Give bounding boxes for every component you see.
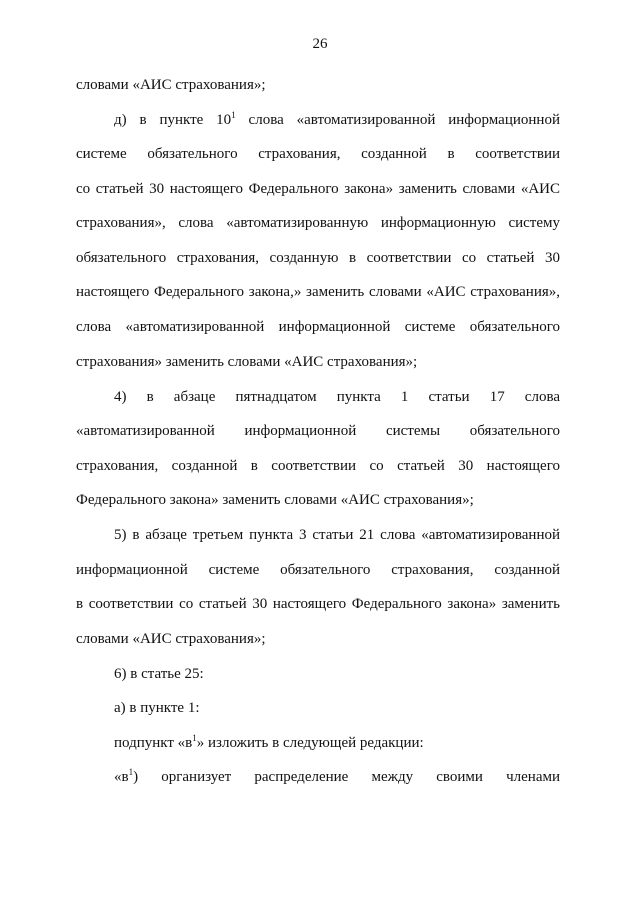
text-line (114, 768, 560, 786)
text-line: слова «автоматизированной информационной системе обязательного (76, 319, 560, 335)
text-line: словами «АИС страхования»; (76, 631, 266, 647)
text-line: 4) в абзаце пятнадцатом пункта 1 статьи 17 слова (114, 389, 560, 405)
text-line: страхования, созданной в соответствии со статьей 30 настоящего (76, 458, 560, 474)
superscript: 1 (192, 733, 197, 743)
text-line: обязательного страхования, созданную в соответствии со статьей 30 (76, 250, 560, 266)
text-segment: ) организует распределение между своими членами (133, 769, 560, 785)
text-segment: «в (114, 769, 129, 785)
text-segment: » изложить в следующей редакции: (196, 735, 424, 751)
text-line: информационной системе обязательного страхования, созданной (76, 562, 560, 578)
text-line: страхования», слова «автоматизированную информационную систему (76, 215, 560, 231)
text-line: со статьей 30 настоящего Федерального закона» заменить словами «АИС (76, 181, 560, 197)
text-segment: д) в пункте 10 (114, 112, 232, 128)
text-line: Федерального закона» заменить словами «АИС страхования»; (76, 492, 474, 508)
text-line: системе обязательного страхования, созданной в соответствии (76, 146, 560, 162)
page-number: 26 (312, 36, 328, 52)
text-line (114, 734, 560, 752)
text-line: в соответствии со статьей 30 настоящего Федерального закона» заменить (76, 596, 560, 612)
text-segment: слова «автоматизированной информационной (235, 112, 560, 128)
superscript: 1 (128, 767, 134, 777)
text-line: словами «АИС страхования»; (76, 77, 266, 93)
text-line: 6) в статье 25: (114, 666, 204, 682)
text-line: а) в пункте 1: (114, 700, 200, 716)
text-segment: подпункт «в (114, 735, 193, 751)
text-line (114, 111, 560, 129)
superscript: 1 (231, 110, 236, 120)
text-line: страхования» заменить словами «АИС страхования»; (76, 354, 418, 370)
text-line: 5) в абзаце третьем пункта 3 статьи 21 слова «автоматизированной (114, 527, 560, 543)
text-line: «автоматизированной информационной системы обязательного (76, 423, 560, 439)
text-line: настоящего Федерального закона,» заменить словами «АИС страхования», (76, 284, 560, 300)
